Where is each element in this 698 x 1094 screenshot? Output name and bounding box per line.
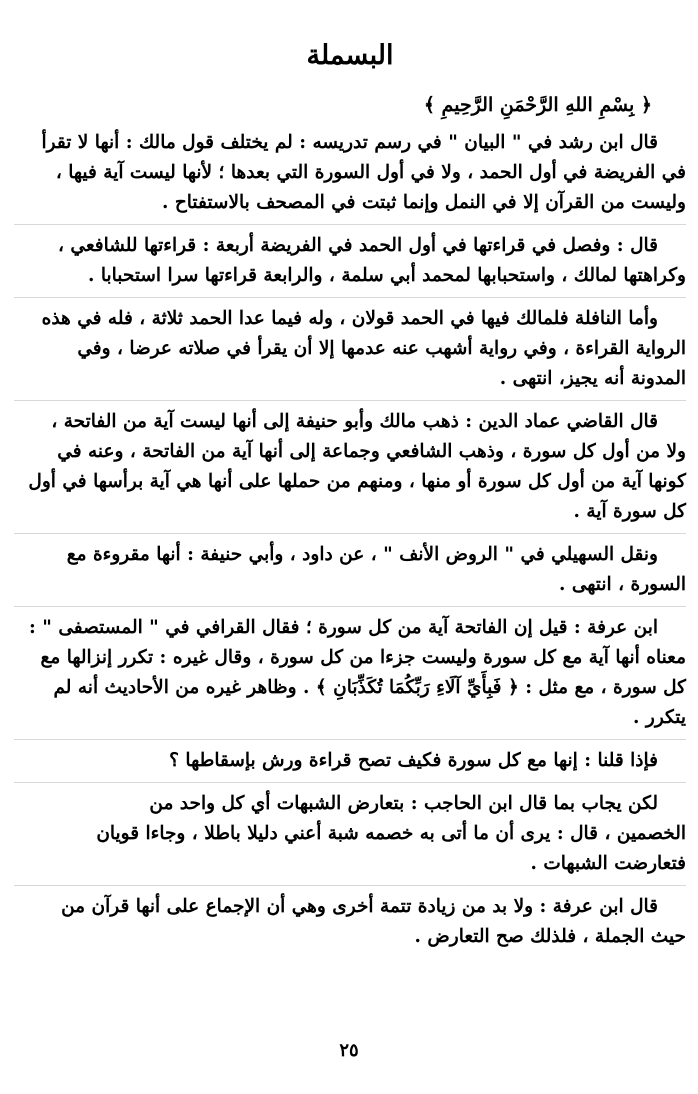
paragraph-line: ولا من أول كل سورة ، وذهب الشافعي وجماعة إلى أنها آية من الفاتحة ، وعنه في <box>57 441 686 462</box>
page-title: البسملة <box>306 40 394 71</box>
paragraph-line: وأما النافلة فلمالك فيها في الحمد قولان ، وله فيما عدا الحمد ثلاثة ، فله في هذه <box>41 308 658 329</box>
paragraph <box>14 785 686 885</box>
paragraph-separator <box>14 533 686 534</box>
paragraph <box>14 300 686 400</box>
paragraph-line: المدونة أنه يجيز، انتهى . <box>499 368 686 389</box>
basmala-verse: ﴿ بِسْمِ اللهِ الرَّحْمَنِ الرَّحِيمِ ﴾ <box>423 94 652 116</box>
paragraph-line: وليست من القرآن إلا في النمل وإنما ثبتت في المصحف بالاستفتاح . <box>161 192 686 213</box>
paragraphs-container <box>14 124 686 958</box>
paragraph-line: الخصمين ، قال : يرى أن ما أتى به خصمه شبة أعني دليلا باطلا ، وجاءا قويان <box>96 823 686 844</box>
paragraph-separator <box>14 739 686 740</box>
paragraph-line: في الفريضة في أول الحمد ، ولا في أول السورة التي بعدها ؛ لأنها ليست آية فيها ، <box>55 162 686 183</box>
paragraph-line: معناه أنها آية مع كل سورة وليست جزءا من كل سورة ، وقال غيره : تكرر إنزالها مع <box>40 647 686 668</box>
paragraph <box>14 124 686 224</box>
paragraph <box>14 609 686 739</box>
paragraph-line: الرواية القراءة ، وفي رواية أشهب عنه عدمها إلا أن يقرأ في صلاته عرضا ، وفي <box>77 338 686 359</box>
paragraph-line: كل سورة ، مع مثل : ﴿ فَبِأَيِّ آلَاءِ رَبِّكُمَا تُكَذِّبَانِ ﴾ . وظاهر غيره من الأحاديث أنه لم <box>53 677 686 698</box>
paragraph-line: فإذا قلنا : إنها مع كل سورة فكيف تصح قراءة ورش بإسقاطها ؟ <box>169 750 658 771</box>
paragraph-line: كل سورة آية . <box>573 501 686 522</box>
paragraph-separator <box>14 224 686 225</box>
paragraph-line: قال ابن عرفة : ولا بد من زيادة تتمة أخرى وهي أن الإجماع على أنها قرآن من <box>61 896 658 917</box>
paragraph-line: قال القاضي عماد الدين : ذهب مالك وأبو حنيفة إلى أنها ليست آية من الفاتحة ، <box>51 411 658 432</box>
paragraph <box>14 888 686 958</box>
paragraph <box>14 536 686 606</box>
paragraph-separator <box>14 297 686 298</box>
paragraph-line: ونقل السهيلي في " الروض الأنف " ، عن داود ، وأبي حنيفة : أنها مقروءة مع <box>66 544 658 565</box>
paragraph-line: يتكرر . <box>633 707 686 728</box>
paragraph-line: وكراهتها لمالك ، واستحبابها لمحمد أبي سلمة ، والرابعة قراءتها سرا استحبابا . <box>88 265 686 286</box>
paragraph <box>14 742 686 782</box>
paragraph-line: فتعارضت الشبهات . <box>530 853 686 874</box>
paragraph-separator <box>14 885 686 886</box>
paragraph-line: قال ابن رشد في " البيان " في رسم تدريسه : لم يختلف قول مالك : أنها لا تقرأ <box>41 132 658 153</box>
paragraph-line: قال : وفصل في قراءتها في أول الحمد في الفريضة أربعة : قراءتها للشافعي ، <box>58 235 658 256</box>
paragraph-line: لكن يجاب بما قال ابن الحاجب : بتعارض الشبهات أي كل واحد من <box>149 793 658 814</box>
paragraph <box>14 227 686 297</box>
paragraph-separator <box>14 400 686 401</box>
paragraph-line: السورة ، انتهى . <box>558 574 686 595</box>
document-page <box>14 14 686 1084</box>
paragraph <box>14 403 686 533</box>
paragraph-separator <box>14 606 686 607</box>
paragraph-line: ابن عرفة : قيل إن الفاتحة آية من كل سورة ؛ فقال القرافي في " المستصفى " : <box>29 617 658 638</box>
paragraph-separator <box>14 782 686 783</box>
page-number: ٢٥ <box>339 1040 359 1061</box>
paragraph-line: حيث الجملة ، فلذلك صح التعارض . <box>414 926 686 947</box>
paragraph-line: كونها آية من أول كل سورة أو منها ، ومنهم من حملها على أنها هي آية برأسها في أول <box>28 471 686 492</box>
